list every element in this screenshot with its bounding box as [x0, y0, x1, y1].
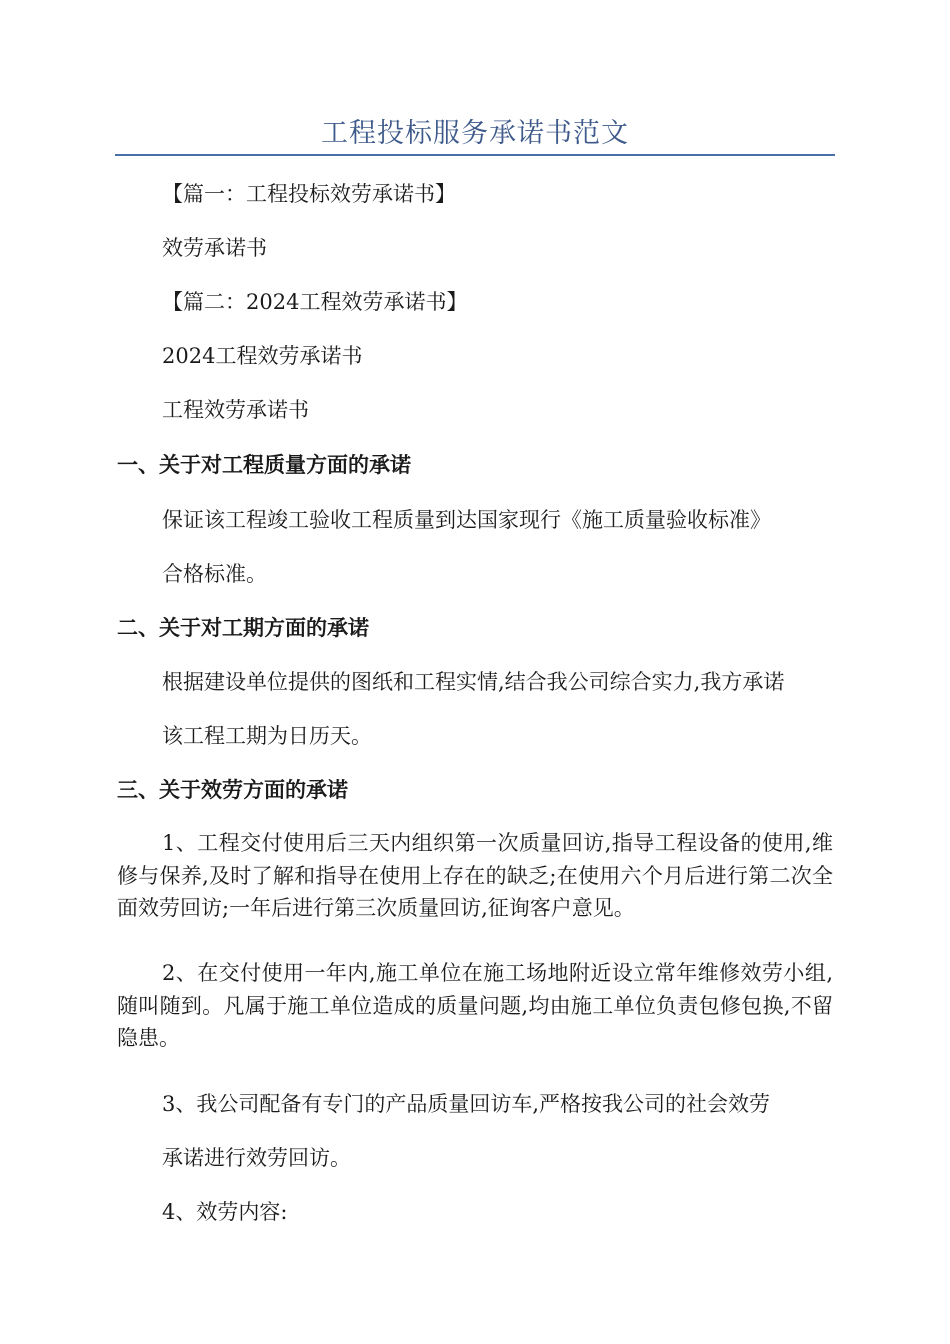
paragraph-line: 根据建设单位提供的图纸和工程实情,结合我公司综合实力,我方承诺	[162, 670, 785, 694]
heading-service: 三、关于效劳方面的承诺	[117, 777, 348, 802]
list-item-1: 1、工程交付使用后三天内组织第一次质量回访,指导工程设备的使用,维修与保养,及时了解和指导在使用上存在的缺乏;在使用六个月后进行第二次全面效劳回访;一年后进行第三次质量回访,征询客户意见。	[117, 831, 833, 920]
heading-schedule: 二、关于对工期方面的承诺	[117, 615, 369, 640]
list-item-3: 3、我公司配备有专门的产品质量回访车,严格按我公司的社会效劳	[162, 1092, 771, 1116]
paragraph-line: 合格标准。	[162, 562, 267, 586]
text-line: 2024工程效劳承诺书	[162, 344, 363, 368]
paragraph-line: 该工程工期为日历天。	[162, 724, 372, 748]
document-title: 工程投标服务承诺书范文	[321, 118, 629, 149]
section-heading-part-one: 【篇一：工程投标效劳承诺书】	[162, 182, 456, 206]
list-item-3-continued: 承诺进行效劳回访。	[162, 1146, 351, 1170]
paragraph-line: 保证该工程竣工验收工程质量到达国家现行《施工质量验收标准》	[162, 508, 771, 532]
heading-quality: 一、关于对工程质量方面的承诺	[117, 452, 411, 477]
list-item-4: 4、效劳内容:	[162, 1200, 288, 1224]
list-item-2: 2、在交付使用一年内,施工单位在施工场地附近设立常年维修效劳小组,随叫随到。凡属于施工单位造成的质量问题,均由施工单位负责包修包换,不留隐患。	[117, 961, 833, 1050]
title-underline	[115, 154, 835, 156]
text-line: 工程效劳承诺书	[162, 398, 309, 422]
section-heading-part-two: 【篇二：2024工程效劳承诺书】	[162, 290, 468, 314]
text-line: 效劳承诺书	[162, 236, 267, 260]
